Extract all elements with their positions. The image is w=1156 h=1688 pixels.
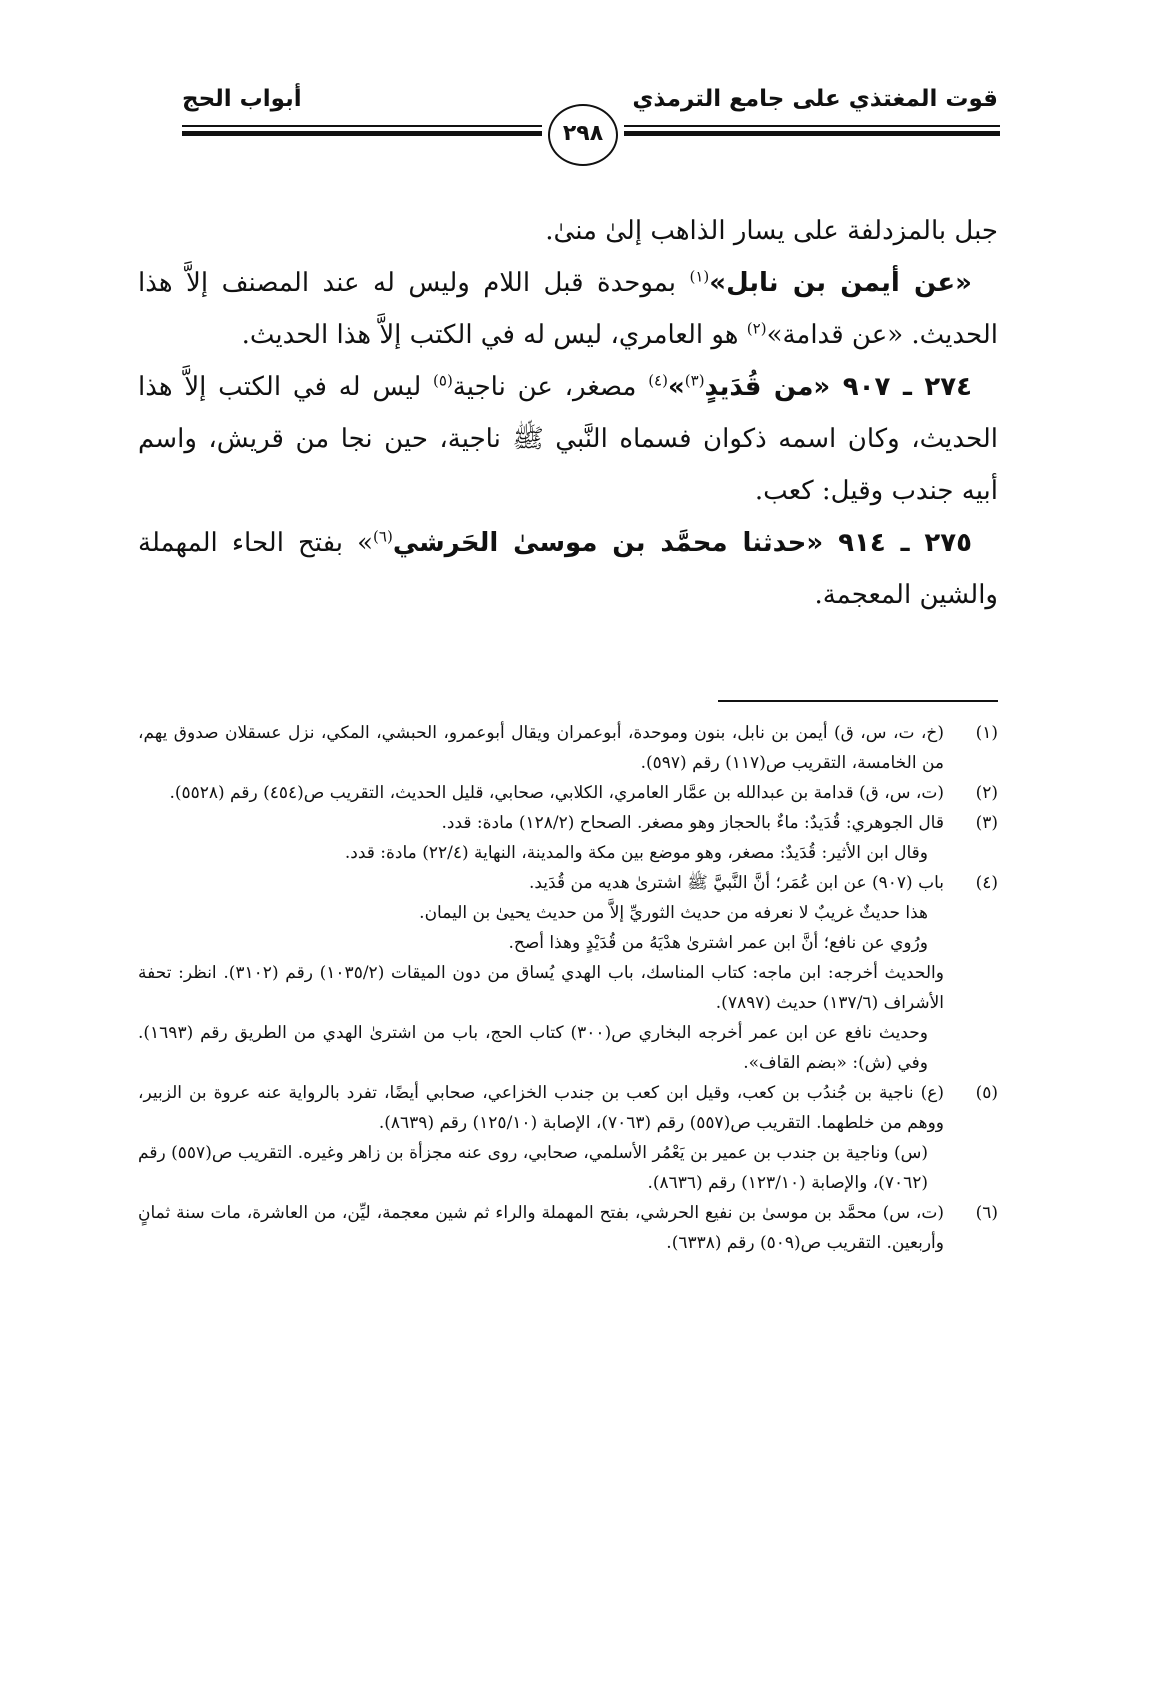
hadith-275-heading: ٢٧٥ ـ ٩١٤ «حدثنا محمَّد بن موسىٰ الحَرشي [392, 528, 972, 558]
footnote-ref-2: (٢) [746, 319, 767, 338]
footnote-5-continued: (س) وناجية بن جندب بن عمير بن يَعْمُر الأسلمي، صحابي، روى عنه مجزأة بن زاهر وغيره. التقريب ص(٥٥٧) رقم (٧٠٦٢)، والإصابة (١٢٣/١٠) رقم (٨٦٣٦). [138, 1143, 929, 1193]
header-rule-right-bottom [624, 131, 1000, 136]
footnote-ref-4: (٤) [648, 371, 668, 390]
paragraph-3 [138, 361, 998, 517]
footnotes [138, 718, 998, 1258]
paragraph-2 [138, 257, 998, 361]
footnote-number: (٥) [975, 1083, 998, 1103]
footnote-ref-3: (٣) [684, 371, 705, 390]
footnote-ref-1: (١) [689, 267, 710, 286]
footnote-number: (٣) [975, 813, 998, 833]
footnote-number: (٢) [975, 783, 998, 803]
footnote-ref-5: (٥) [433, 371, 453, 390]
footnote-separator [718, 700, 998, 702]
p1-text: جبل بالمزدلفة على يسار الذاهب إلىٰ منىٰ. [545, 216, 998, 246]
main-text [138, 205, 998, 621]
footnote-ref-6: (٦) [373, 527, 393, 546]
book-title: قوت المغتذي على جامع الترمذي [632, 86, 998, 112]
p2-text-2: هو العامري، ليس له في الكتب إلاَّ هذا الحديث. [241, 320, 747, 350]
p2-text-1: بموحدة قبل اللام وليس له عند المصنف إلاَّ هذا الحديث. «عن قدامة» [138, 268, 998, 350]
footnote-text: قال الجوهري: قُدَيدٌ: ماءٌ بالحجاز وهو مصغر. الصحاح (١٢٨/٢) مادة: قدد. [441, 813, 944, 833]
footnote-number: (١) [975, 723, 998, 743]
footnote-number: (٤) [975, 873, 998, 893]
footnote-text: باب (٩٠٧) عن ابن عُمَر؛ أنَّ النَّبيَّ ﷺ اشترىٰ هديه من قُدَيد. [528, 873, 944, 893]
p4-text: » بفتح الحاء المهملة والشين المعجمة. [138, 528, 998, 610]
p3-text-2: ليس له في الكتب إلاَّ هذا الحديث، وكان اسمه ذكوان فسماه النَّبي ﷺ ناجية، حين نجا من قريش، واسم أبيه جندب وقيل: كعب. [138, 372, 998, 506]
paragraph-1 [138, 205, 998, 257]
section-title: أبواب الحج [182, 86, 302, 112]
paragraph-4 [138, 517, 998, 621]
hadith-274-heading: ٢٧٤ ـ ٩٠٧ «من قُدَيدٍ [704, 372, 972, 402]
footnote-text: (ع) ناجية بن جُندُب بن كعب، وقيل ابن كعب بن جندب الخزاعي، صحابي أيضًا، تفرد بالرواية عنه عروة بن الزبير، ووهم من خلطهما. التقريب ص(٥٥٧) رقم (٧٠٦٣)، الإصابة (١٢٥/١٠) رقم (٨٦٣٩). [138, 1083, 944, 1133]
footnote-text: (خ، ت، س، ق) أيمن بن نابل، بنون وموحدة، أبوعمران ويقال أبوعمرو، الحبشي، المكي، نزل عسقلان صدوق يهم، من الخامسة، التقريب ص(١١٧) رقم (٥٩٧). [138, 723, 944, 773]
footnote-5 [138, 1078, 998, 1138]
footnote-4-line-2: هذا حديثٌ غريبٌ لا نعرفه من حديث الثوريِّ إلاَّ من حديث يحيىٰ بن اليمان. [419, 903, 928, 923]
header-rule-left-bottom [182, 131, 542, 136]
footnote-3-continued: وقال ابن الأثير: قُدَيدٌ: مصغر، وهو موضع بين مكة والمدينة، النهاية (٢٢/٤) مادة: قدد. [344, 843, 928, 863]
footnote-text: (ت، س، ق) قدامة بن عبدالله بن عمَّار العامري، الكلابي، صحابي، قليل الحديث، التقريب ص(٤٥٤) رقم (٥٥٢٨). [169, 783, 944, 803]
footnote-3 [138, 808, 998, 838]
footnote-4 [138, 868, 998, 898]
footnote-4-line-5: وحديث نافع عن ابن عمر أخرجه البخاري ص(٣٠٠) كتاب الحج، باب من اشترىٰ الهدي من الطريق رقم (١٦٩٣). وفي (ش): «بضم القاف». [138, 1023, 929, 1073]
p3-text-1: مصغر، عن ناجية [452, 372, 649, 402]
hadith-274-quote-close: » [667, 372, 685, 402]
footnote-text: (ت، س) محمَّد بن موسىٰ بن نفيع الحرشي، بفتح المهملة والراء ثم شين معجمة، ليِّن، من العاشرة، مات سنة ثمانٍ وأربعين. التقريب ص(٥٠٩) رقم (٦٣٣٨). [138, 1203, 944, 1253]
footnote-4-line-3: ورُوي عن نافع؛ أنَّ ابن عمر اشترىٰ هدْيَهُ من قُدَيْدٍ وهذا أصح. [508, 933, 928, 953]
footnote-6 [138, 1198, 998, 1258]
footnote-4-line-4: والحديث أخرجه: ابن ماجه: كتاب المناسك، باب الهدي يُساق من دون الميقات (١٠٣٥/٢) رقم (٣١٠٢). انظر: تحفة الأشراف (١٣٧/٦) حديث (٧٨٩٧). [138, 963, 944, 1013]
header-rule-right-top [624, 125, 1000, 127]
page-number: ٢٩٨ [548, 104, 618, 166]
header-rule-left-top [182, 125, 542, 127]
footnote-2 [138, 778, 998, 808]
narrator-ayman: «عن أيمن بن نابل» [709, 268, 972, 298]
footnote-number: (٦) [975, 1203, 998, 1223]
footnote-1 [138, 718, 998, 778]
